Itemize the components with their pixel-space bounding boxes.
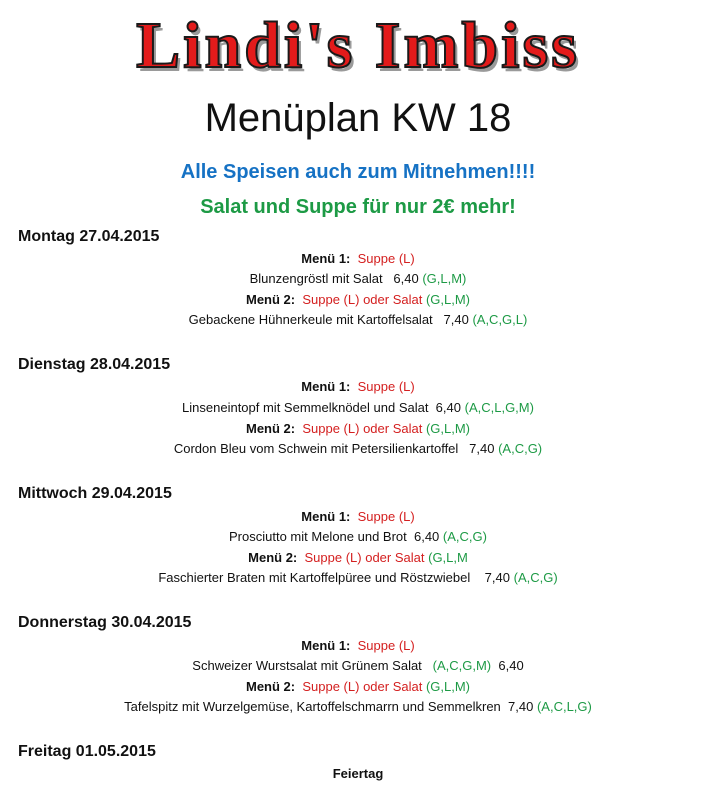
allergen-codes: (A,C,G) [513, 570, 558, 585]
salad-allergen-codes: (G,L,M) [425, 679, 471, 694]
salad-allergen-codes: (G,L,M) [425, 292, 471, 307]
menu1-label: Menü 1: [301, 638, 351, 653]
dish-name: Cordon Bleu vom Schwein mit Petersilienkartoffel 7,40 [173, 441, 495, 456]
day-heading-tuesday: Dienstag 28.04.2015 [18, 356, 171, 373]
allergen-codes: (A,C,G) [442, 529, 487, 544]
dish-price: 6,40 [498, 658, 524, 673]
menu-plan-title: Menüplan KW 18 [204, 96, 512, 140]
menu1-line [0, 637, 716, 655]
salad-allergen-codes: (G,L,M) [425, 421, 471, 436]
or-salad-label: oder Salat [363, 679, 423, 694]
dish-name: Blunzengröstl mit Salat 6,40 [249, 271, 419, 286]
allergen-codes: (A,C,G) [498, 441, 543, 456]
menu1-label: Menü 1: [301, 251, 351, 266]
soup-label: Suppe (L) [357, 638, 415, 653]
allergen-codes: (A,C,G,L) [472, 312, 528, 327]
or-salad-label: oder Salat [363, 292, 423, 307]
dish-name: Gebackene Hühnerkeule mit Kartoffelsalat 7,40 [188, 312, 469, 327]
menu2-dish [0, 569, 716, 587]
menu1-label: Menü 1: [301, 379, 351, 394]
salad-allergen-codes: (G,L,M [428, 550, 468, 565]
or-salad-label: oder Salat [365, 550, 425, 565]
soup-label: Suppe (L) [357, 251, 415, 266]
menu1-dish [0, 528, 716, 546]
dish-name: Linseneintopf mit Semmelknödel und Salat 6,40 [182, 400, 461, 415]
menu1-dish [0, 270, 716, 288]
menu2-line [0, 291, 716, 309]
menu1-line [0, 250, 716, 268]
menu1-dish [0, 657, 716, 675]
menu2-line [0, 420, 716, 438]
day-heading-monday: Montag 27.04.2015 [18, 228, 160, 245]
restaurant-title: Lindi's Imbiss [136, 9, 580, 82]
allergen-codes: (A,C,G,M) [432, 658, 492, 673]
soup-label: Suppe (L) [357, 379, 415, 394]
dish-name: Prosciutto mit Melone und Brot 6,40 [229, 529, 440, 544]
day-heading-wednesday: Mittwoch 29.04.2015 [18, 485, 172, 502]
soup-label: Suppe (L) [302, 421, 360, 436]
allergen-codes: (A,C,L,G,M) [464, 400, 534, 415]
menu2-dish [0, 698, 716, 716]
menu2-dish [0, 440, 716, 458]
menu1-line [0, 378, 716, 396]
menu2-label: Menü 2: [248, 550, 298, 565]
menu1-line [0, 508, 716, 526]
soup-label: Suppe (L) [302, 292, 360, 307]
menu2-label: Menü 2: [245, 292, 296, 307]
offer-note: Salat und Suppe für nur 2€ mehr! [200, 196, 516, 218]
menu2-dish [0, 311, 716, 329]
holiday-note: Feiertag [332, 766, 384, 781]
or-salad-label: oder Salat [363, 421, 423, 436]
dish-name: Schweizer Wurstsalat mit Grünem Salat [192, 658, 422, 673]
soup-label: Suppe (L) [304, 550, 362, 565]
allergen-codes: (A,C,L,G) [536, 699, 592, 714]
menu2-label: Menü 2: [245, 421, 296, 436]
day-heading-friday: Freitag 01.05.2015 [18, 743, 156, 760]
menu2-line [0, 678, 716, 696]
day-heading-thursday: Donnerstag 30.04.2015 [18, 614, 192, 631]
menu1-dish [0, 399, 716, 417]
allergen-codes: (G,L,M) [422, 271, 467, 286]
dish-name: Faschierter Braten mit Kartoffelpüree und Röstzwiebel 7,40 [158, 570, 510, 585]
menu2-line [0, 549, 716, 567]
menu1-label: Menü 1: [301, 509, 351, 524]
soup-label: Suppe (L) [302, 679, 360, 694]
dish-name: Tafelspitz mit Wurzelgemüse, Kartoffelschmarrn und Semmelkren 7,40 [124, 699, 534, 714]
takeaway-note: Alle Speisen auch zum Mitnehmen!!!! [180, 161, 536, 183]
menu2-label: Menü 2: [245, 679, 296, 694]
soup-label: Suppe (L) [357, 509, 415, 524]
